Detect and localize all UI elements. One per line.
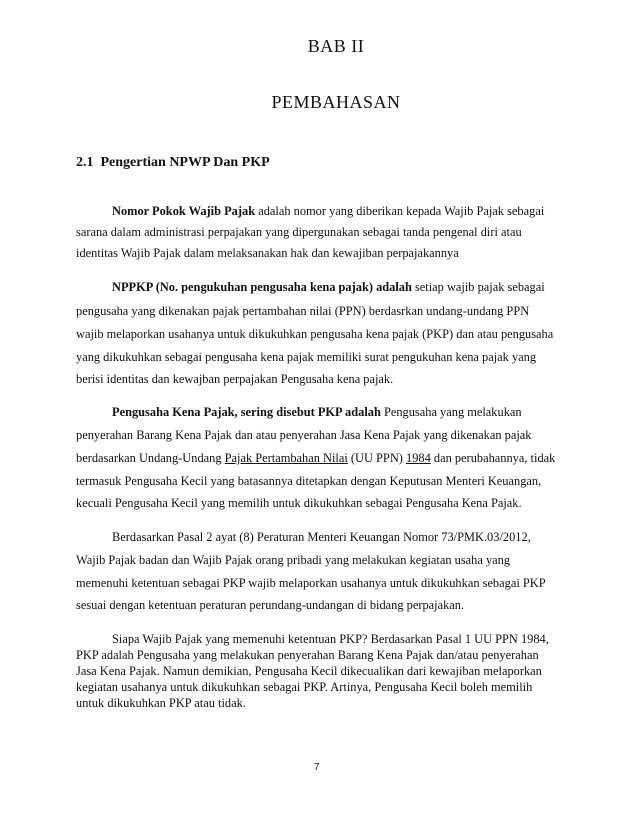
paragraph-5-line-2: PKP adalah Pengusaha yang melakukan penyerahan Barang Kena Pajak dan/atau penyerahan <box>76 648 539 662</box>
paragraph-2-line-5: berisi identitas dan kewajban perpajakan Pengusaha kena pajak. <box>76 372 394 386</box>
paragraph-5-line-5: untuk dikukuhkan PKP atau tidak. <box>76 696 246 710</box>
paragraph-4-line-1: Berdasarkan Pasal 2 ayat (8) Peraturan Menteri Keuangan Nomor 73/PMK.03/2012, <box>112 530 531 544</box>
paragraph-2-line-1 <box>112 280 545 295</box>
paragraph-2-text: setiap wajib pajak sebagai <box>411 280 545 294</box>
paragraph-3-text-post: dan perubahannya, tidak <box>430 451 556 465</box>
paragraph-4-line-2: Wajib Pajak badan dan Wajib Pajak orang pribadi yang melakukan kegiatan usaha yang <box>76 553 511 567</box>
paragraph-1-line-3: identitas Wajib Pajak dalam melaksanakan hak dan kewajiban perpajakannya <box>76 246 459 260</box>
paragraph-5-line-3: Jasa Kena Pajak. Namun demikian, Pengusaha Kecil dikecualikan dari kewajiban melaporkan <box>76 664 542 678</box>
paragraph-2-term: NPPKP (No. pengukuhan pengusaha kena pajak) adalah <box>112 280 412 294</box>
subsection-heading <box>76 155 270 171</box>
paragraph-2-line-4: yang dikukuhkan sebagai pengusaha kena pajak memiliki surat pengukuhan kena pajak yang <box>76 350 537 364</box>
link-year-1984[interactable]: 1984 <box>406 451 431 465</box>
paragraph-3-text: Pengusaha yang melakukan <box>380 405 522 419</box>
paragraph-1-line-2: sarana dalam administrasi perpajakan yang dipergunakan sebagai tanda pengenal diri atau <box>76 225 522 239</box>
paragraph-1-term: Nomor Pokok Wajib Pajak <box>112 204 256 218</box>
paragraph-1-line-1 <box>112 204 544 219</box>
paragraph-3-line-3 <box>76 451 555 466</box>
page-number: 7 <box>314 762 320 773</box>
paragraph-3-line-1 <box>112 405 522 420</box>
paragraph-5-line-4: kegiatan usahanya untuk dikukuhkan sebagai PKP. Artinya, Pengusaha Kecil boleh memilih <box>76 680 533 694</box>
paragraph-2-line-3: wajib melaporkan usahanya untuk dikukuhkan pengusaha kena pajak (PKP) dan atau pengusaha <box>76 327 554 341</box>
subsection-number: 2.1 <box>76 155 94 170</box>
paragraph-3-line-2: penyerahan Barang Kena Pajak dan atau penyerahan Jasa Kena Pajak yang dikenakan pajak <box>76 428 532 442</box>
paragraph-3-term: Pengusaha Kena Pajak, sering disebut PKP adalah <box>112 405 381 419</box>
subsection-title: Pengertian NPWP Dan PKP <box>100 155 270 170</box>
link-pajak-pertambahan-nilai[interactable]: Pajak Pertambahan Nilai <box>224 451 348 465</box>
paragraph-5-line-1: Siapa Wajib Pajak yang memenuhi ketentuan PKP? Berdasarkan Pasal 1 UU PPN 1984, <box>112 632 549 646</box>
paragraph-2-line-2: pengusaha yang dikenakan pajak pertambahan nilai (PPN) berdasrkan undang-undang PPN <box>76 304 530 318</box>
paragraph-3-text-pre: berdasarkan Undang-Undang <box>76 451 225 465</box>
paragraph-4-line-3: memenuhi ketentuan sebagai PKP wajib melaporkan usahanya untuk dikukuhkan sebagai PKP <box>76 576 546 590</box>
paragraph-4-line-4: sesuai dengan ketentuan peraturan perundang-undangan di bidang perpajakan. <box>76 598 465 612</box>
paragraph-3-line-4: termasuk Pengusaha Kecil yang batasannya ditetapkan dengan Keputusan Menteri Keuangan, <box>76 474 542 488</box>
paragraph-1-text: adalah nomor yang diberikan kepada Wajib Pajak sebagai <box>255 204 545 218</box>
section-title: PEMBAHASAN <box>271 92 401 112</box>
paragraph-3-text-mid: (UU PPN) <box>347 451 406 465</box>
paragraph-3-line-5: kecuali Pengusaha Kecil yang memilih untuk dikukuhkan sebagai Pengusaha Kena Pajak. <box>76 496 522 510</box>
chapter-title: BAB II <box>307 36 365 56</box>
